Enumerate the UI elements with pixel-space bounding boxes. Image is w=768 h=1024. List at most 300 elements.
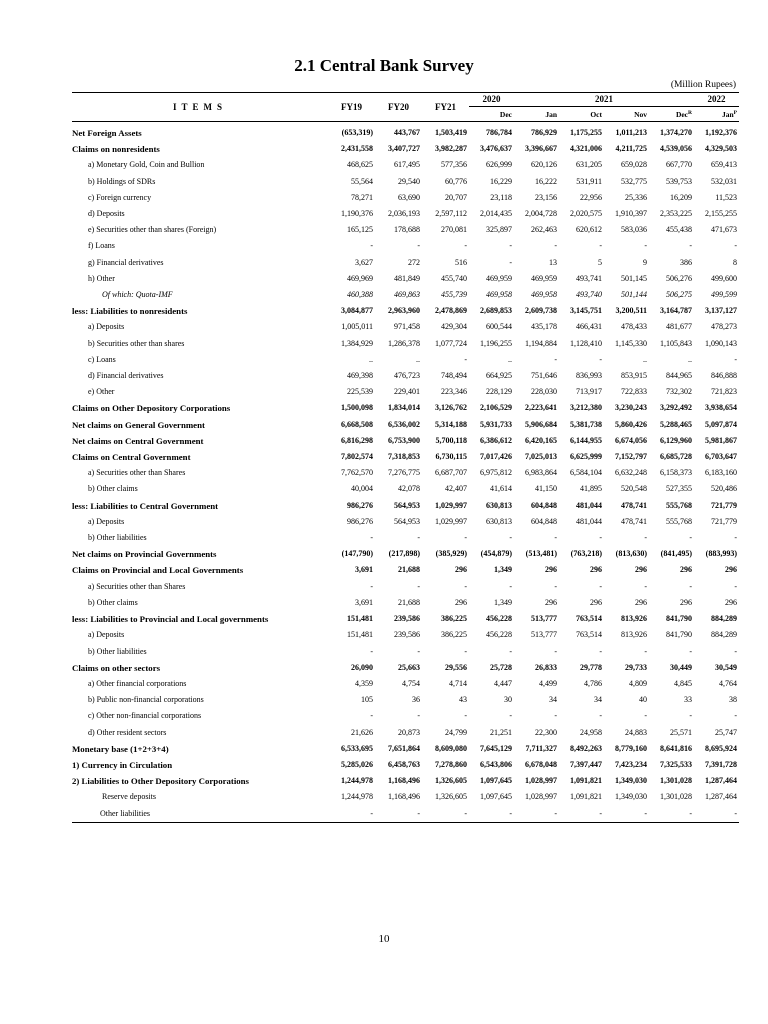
value-cell: 7,325,533 [660, 759, 692, 769]
table-row [72, 546, 739, 562]
value-cell: - [509, 533, 512, 543]
value-cell: - [689, 646, 692, 656]
value-cell: 22,300 [535, 727, 557, 737]
value-cell: 722,833 [621, 387, 647, 397]
value-cell: 325,897 [486, 225, 512, 235]
value-cell: 469,959 [531, 273, 557, 283]
value-cell: - [734, 581, 737, 591]
table-row [72, 465, 739, 481]
value-cell: - [554, 533, 557, 543]
value-cell: 844,965 [666, 371, 692, 381]
row-label: b) Other liabilities [88, 533, 147, 543]
value-cell: 3,938,654 [705, 403, 737, 413]
value-cell: 583,036 [621, 225, 647, 235]
value-cell: - [509, 711, 512, 721]
table-row [72, 384, 739, 400]
value-cell: - [689, 533, 692, 543]
value-cell: 456,228 [486, 630, 512, 640]
value-cell: 296 [680, 597, 692, 607]
value-cell: (653,319) [341, 128, 373, 137]
value-cell: - [370, 533, 373, 543]
value-cell: 520,486 [711, 484, 737, 494]
row-label: Net claims on Provincial Governments [72, 549, 217, 560]
value-cell: 6,703,647 [705, 452, 737, 462]
value-cell: 3,230,243 [615, 403, 647, 413]
value-cell: 6,543,806 [480, 759, 512, 769]
value-cell: 1,244,978 [341, 776, 373, 786]
value-cell: 478,273 [711, 322, 737, 332]
value-cell: 25,728 [490, 662, 512, 672]
value-cell: - [694, 806, 739, 823]
value-cell: 21,251 [490, 727, 512, 737]
value-cell: 1,029,997 [435, 500, 467, 510]
value-cell: 296 [635, 597, 647, 607]
value-cell: 7,025,013 [525, 452, 557, 462]
value-cell: 751,646 [531, 371, 557, 381]
value-cell: 1,287,464 [705, 792, 737, 802]
value-cell: 386,225 [441, 614, 467, 624]
value-cell: 42,407 [445, 484, 467, 494]
fy21-header: FY21 [422, 93, 469, 122]
table-row [72, 433, 739, 449]
value-cell: 531,911 [576, 176, 602, 186]
value-cell: 5,981,867 [705, 435, 737, 445]
page-title: 2.1 Central Bank Survey [294, 56, 474, 75]
value-cell: 3,200,511 [615, 306, 647, 316]
value-cell: 23,118 [490, 192, 512, 202]
value-cell: 239,586 [394, 630, 420, 640]
table-row [72, 708, 739, 724]
value-cell: 43 [459, 695, 467, 705]
value-cell: 469,959 [486, 273, 512, 283]
value-cell: 456,228 [486, 614, 512, 624]
row-label: Claims on nonresidents [72, 144, 160, 155]
value-cell: 1,190,376 [341, 209, 373, 219]
value-cell: 1,028,997 [525, 792, 557, 802]
row-label: a) Securities other than Shares [88, 468, 186, 478]
value-cell: 620,612 [576, 225, 602, 235]
row-label: a) Monetary Gold, Coin and Bullion [88, 160, 205, 170]
value-cell: 20,873 [398, 727, 420, 737]
page-number: 10 [378, 933, 390, 945]
value-cell: 763,514 [576, 614, 602, 624]
value-cell: 469,958 [531, 290, 557, 300]
value-cell: 455,438 [666, 225, 692, 235]
value-cell: 1,196,255 [480, 338, 512, 348]
value-cell: 8,779,160 [615, 743, 647, 753]
value-cell: 493,741 [576, 273, 602, 283]
value-cell: 55,564 [351, 176, 373, 186]
value-cell: 836,993 [576, 371, 602, 381]
table-row [72, 676, 739, 692]
table-row [72, 806, 739, 823]
year-2021-header: 2021 [514, 93, 694, 107]
row-label: e) Other [88, 387, 115, 397]
value-cell: .. [369, 354, 373, 364]
month-header: Dec [469, 107, 514, 122]
table-row [72, 498, 739, 514]
value-cell: 478,741 [621, 500, 647, 510]
value-cell: 971,458 [394, 322, 420, 332]
value-cell: 813,926 [621, 614, 647, 624]
value-cell: 4,786 [584, 678, 602, 688]
year-2020-header: 2020 [469, 93, 514, 107]
value-cell: - [464, 646, 467, 656]
value-cell: 539,753 [666, 176, 692, 186]
value-cell: 5,700,118 [435, 435, 467, 445]
row-label: Claims on Central Government [72, 452, 191, 463]
row-label: a) Other financial corporations [88, 678, 187, 688]
value-cell: 30 [504, 695, 512, 705]
value-cell: 26,833 [535, 662, 557, 672]
table-row [72, 481, 739, 497]
row-label: g) Financial derivatives [88, 257, 164, 267]
value-cell: - [417, 711, 420, 721]
value-cell: 270,081 [441, 225, 467, 235]
value-cell: 513,777 [531, 614, 557, 624]
row-label: less: Liabilities to Provincial and Local governments [72, 614, 269, 625]
value-cell: 60,776 [445, 176, 467, 186]
value-cell: 659,028 [621, 160, 647, 170]
value-cell: 520,548 [621, 484, 647, 494]
value-cell: 884,289 [711, 614, 737, 624]
value-cell: 5,860,426 [615, 419, 647, 429]
value-cell: 2,478,869 [435, 306, 467, 316]
value-cell: 63,690 [398, 192, 420, 202]
row-label: Net claims on General Government [72, 419, 205, 430]
value-cell: 1,128,410 [570, 338, 602, 348]
value-cell: 296 [635, 565, 647, 575]
row-label: b) Holdings of SDRs [88, 176, 156, 186]
value-cell: 6,129,960 [660, 435, 692, 445]
value-cell: 664,925 [486, 371, 512, 381]
value-cell: 667,770 [666, 160, 692, 170]
value-cell: 3,164,787 [660, 306, 692, 316]
table-row [72, 449, 739, 465]
value-cell: - [649, 806, 694, 823]
value-cell: 25,571 [670, 727, 692, 737]
table-row [72, 303, 739, 319]
value-cell: - [464, 581, 467, 591]
value-cell: 7,391,728 [705, 759, 737, 769]
value-cell: 3,691 [355, 565, 373, 575]
value-cell: 8,492,263 [570, 743, 602, 753]
value-cell: 986,276 [347, 516, 373, 526]
row-label: 2) Liabilities to Other Depository Corporations [72, 776, 249, 787]
row-label: a) Deposits [88, 516, 125, 526]
table-row [72, 287, 739, 303]
table-row [72, 319, 739, 335]
value-cell: 6,386,612 [480, 435, 512, 445]
value-cell: 721,823 [711, 387, 737, 397]
value-cell: 178,688 [394, 225, 420, 235]
row-label: Net claims on Central Government [72, 435, 204, 446]
value-cell: 3,396,667 [525, 144, 557, 154]
value-cell: 1,349,030 [615, 776, 647, 786]
value-cell: 1,077,724 [435, 338, 467, 348]
row-label: Monetary base (1+2+3+4) [72, 743, 169, 754]
value-cell: 7,711,327 [525, 743, 557, 753]
row-label: b) Public non-financial corporations [88, 695, 204, 705]
value-cell: 564,953 [394, 500, 420, 510]
value-cell: 3,126,762 [435, 403, 467, 413]
value-cell: 1,834,014 [388, 403, 420, 413]
value-cell: 577,356 [441, 160, 467, 170]
row-label: Claims on Other Depository Corporations [72, 403, 231, 414]
value-cell: 1,168,496 [388, 776, 420, 786]
value-cell: 841,790 [666, 630, 692, 640]
value-cell: - [370, 646, 373, 656]
value-cell: 469,958 [486, 290, 512, 300]
value-cell: (385,929) [435, 549, 467, 559]
value-cell: 481,849 [394, 273, 420, 283]
value-cell: (763,218) [570, 549, 602, 559]
value-cell: 6,685,728 [660, 452, 692, 462]
table-row [72, 417, 739, 433]
value-cell: 443,767 [394, 128, 420, 137]
month-header: Oct [559, 107, 604, 122]
value-cell: 40 [639, 695, 647, 705]
value-cell: 721,779 [711, 500, 737, 510]
table-row [72, 725, 739, 741]
value-cell: 630,813 [486, 500, 512, 510]
value-cell: 6,533,695 [341, 743, 373, 753]
value-cell: 25,747 [715, 727, 737, 737]
value-cell: 555,768 [666, 516, 692, 526]
value-cell: 493,740 [576, 290, 602, 300]
table-row [72, 530, 739, 546]
value-cell: 1,326,605 [435, 776, 467, 786]
value-cell: 6,668,508 [341, 419, 373, 429]
value-cell: 1,500,098 [341, 403, 373, 413]
value-cell: 600,544 [486, 322, 512, 332]
value-cell: 29,778 [580, 662, 602, 672]
table-row [72, 644, 739, 660]
value-cell: 5 [598, 257, 602, 267]
table-row [72, 660, 739, 676]
value-cell: 6,584,104 [570, 468, 602, 478]
value-cell: 41,150 [535, 484, 557, 494]
value-cell: 30,449 [670, 662, 692, 672]
value-cell: 25,336 [625, 192, 647, 202]
row-label: f) Loans [88, 241, 115, 251]
value-cell: 5,906,684 [525, 419, 557, 429]
value-cell: 7,318,853 [388, 452, 420, 462]
value-cell: 3,084,877 [341, 306, 373, 316]
value-cell: 481,044 [576, 500, 602, 510]
value-cell: 16,222 [535, 176, 557, 186]
value-cell: 2,014,435 [480, 209, 512, 219]
value-cell: 20,707 [445, 192, 467, 202]
value-cell: 228,030 [531, 387, 557, 397]
value-cell: 1,091,821 [570, 792, 602, 802]
value-cell: 2,106,529 [480, 403, 512, 413]
month-header: Jan$^P$ [694, 107, 739, 122]
value-cell: 24,958 [580, 727, 602, 737]
value-cell: - [464, 533, 467, 543]
value-cell: - [599, 646, 602, 656]
value-cell: 3,292,492 [660, 403, 692, 413]
value-cell: (883,993) [705, 549, 737, 559]
value-cell: 4,447 [494, 678, 512, 688]
value-cell: 6,536,002 [388, 419, 420, 429]
value-cell: 8,695,924 [705, 743, 737, 753]
value-cell: 1,301,028 [660, 776, 692, 786]
value-cell: 5,381,738 [570, 419, 602, 429]
value-cell: 501,145 [621, 273, 647, 283]
value-cell: 506,276 [666, 273, 692, 283]
value-cell: 4,359 [355, 678, 373, 688]
value-cell: - [644, 533, 647, 543]
value-cell: - [689, 581, 692, 591]
value-cell: 2,004,728 [525, 209, 557, 219]
value-cell: 1,194,884 [525, 338, 557, 348]
value-cell: - [417, 533, 420, 543]
value-cell: 478,433 [621, 322, 647, 332]
value-cell: 469,398 [347, 371, 373, 381]
value-cell: 33 [684, 695, 692, 705]
value-cell: - [422, 806, 469, 823]
row-label: d) Other resident sectors [88, 727, 167, 737]
value-cell: 7,276,775 [388, 468, 420, 478]
value-cell: - [644, 711, 647, 721]
value-cell: - [370, 241, 373, 251]
units-note: (Million Rupees) [670, 80, 736, 90]
value-cell: 6,458,763 [388, 759, 420, 769]
value-cell: 7,423,234 [615, 759, 647, 769]
value-cell: - [734, 533, 737, 543]
table-row [72, 692, 739, 708]
row-label: less: Liabilities to nonresidents [72, 306, 188, 317]
value-cell: 16,229 [490, 176, 512, 186]
value-cell: 6,144,955 [570, 435, 602, 445]
value-cell: - [599, 241, 602, 251]
value-cell: - [689, 711, 692, 721]
value-cell: 6,420,165 [525, 435, 557, 445]
value-cell: 8,641,816 [660, 743, 692, 753]
value-cell: 1,011,213 [615, 128, 647, 137]
value-cell: 471,673 [711, 225, 737, 235]
value-cell: 6,158,373 [660, 468, 692, 478]
value-cell: 7,645,129 [480, 743, 512, 753]
value-cell: 6,183,160 [705, 468, 737, 478]
row-label: Claims on Provincial and Local Governments [72, 565, 244, 576]
value-cell: 604,848 [531, 516, 557, 526]
value-cell: - [554, 711, 557, 721]
value-cell: 34 [549, 695, 557, 705]
value-cell: 469,863 [394, 290, 420, 300]
table-row [72, 789, 739, 805]
value-cell: 1,028,997 [525, 776, 557, 786]
value-cell: 2,963,960 [388, 306, 420, 316]
table-row [72, 222, 739, 238]
value-cell: 6,632,248 [615, 468, 647, 478]
value-cell: 11,523 [715, 192, 737, 202]
value-cell: (841,495) [660, 549, 692, 559]
value-cell: 229,401 [394, 387, 420, 397]
value-cell: 22,956 [580, 192, 602, 202]
row-label: Claims on other sectors [72, 662, 161, 673]
value-cell: 296 [590, 565, 602, 575]
row-label: c) Foreign currency [88, 192, 152, 202]
value-cell: - [644, 581, 647, 591]
row-label: a) Securities other than Shares [88, 581, 186, 591]
value-cell: 1,091,821 [570, 776, 602, 786]
value-cell: 3,476,637 [480, 144, 512, 154]
table-row [72, 773, 739, 789]
value-cell: - [599, 711, 602, 721]
value-cell: 5,931,733 [480, 419, 512, 429]
value-cell: 29,733 [625, 662, 647, 672]
value-cell: 3,982,287 [435, 144, 467, 154]
value-cell: 481,677 [666, 322, 692, 332]
value-cell: 2,036,193 [388, 209, 420, 219]
value-cell: 2,597,112 [435, 209, 467, 219]
year-2022-header: 2022 [694, 93, 739, 107]
value-cell: - [689, 241, 692, 251]
value-cell: 223,346 [441, 387, 467, 397]
value-cell: - [328, 806, 375, 823]
value-cell: 151,481 [347, 630, 373, 640]
row-label: b) Securities other than shares [88, 338, 185, 348]
value-cell: (513,481) [525, 549, 557, 559]
row-label: 1) Currency in Circulation [72, 759, 173, 770]
value-cell: 713,917 [576, 387, 602, 397]
value-cell: - [554, 241, 557, 251]
value-cell: 6,687,707 [435, 468, 467, 478]
value-cell: 841,790 [666, 614, 692, 624]
value-cell: - [514, 806, 559, 823]
table-row [72, 595, 739, 611]
value-cell: - [734, 711, 737, 721]
value-cell: 1,029,997 [435, 516, 467, 526]
value-cell: 13 [549, 257, 557, 267]
value-cell: 3,407,727 [388, 144, 420, 154]
row-label: b) Other liabilities [88, 646, 147, 656]
value-cell: 435,178 [531, 322, 557, 332]
value-cell: - [509, 257, 512, 267]
value-cell: 105 [361, 695, 373, 705]
value-cell: 1,301,028 [660, 792, 692, 802]
value-cell: 501,144 [621, 290, 647, 300]
value-cell: 527,355 [666, 484, 692, 494]
row-label: Of which: Quota-IMF [102, 290, 173, 300]
value-cell: 7,017,426 [480, 452, 512, 462]
value-cell: - [375, 806, 422, 823]
value-cell: 555,768 [666, 500, 692, 510]
row-label: d) Deposits [88, 209, 125, 219]
value-cell: 626,999 [486, 160, 512, 170]
value-cell: 34 [594, 695, 602, 705]
value-cell: (454,879) [480, 549, 512, 559]
value-cell: - [370, 711, 373, 721]
value-cell: 3,145,751 [570, 306, 602, 316]
fy19-header: FY19 [328, 93, 375, 122]
value-cell: - [734, 646, 737, 656]
value-cell: 3,212,380 [570, 403, 602, 413]
value-cell: 499,600 [711, 273, 737, 283]
value-cell: 4,754 [402, 678, 420, 688]
value-cell: 460,388 [347, 290, 373, 300]
value-cell: 6,625,999 [570, 452, 602, 462]
table-row [72, 206, 739, 222]
value-cell: 786,784 [486, 128, 512, 137]
row-label: less: Liabilities to Central Government [72, 500, 219, 511]
value-cell: 165,125 [347, 225, 373, 235]
value-cell: 499,599 [711, 290, 737, 300]
value-cell: 1,244,978 [341, 792, 373, 802]
value-cell: 151,481 [347, 614, 373, 624]
